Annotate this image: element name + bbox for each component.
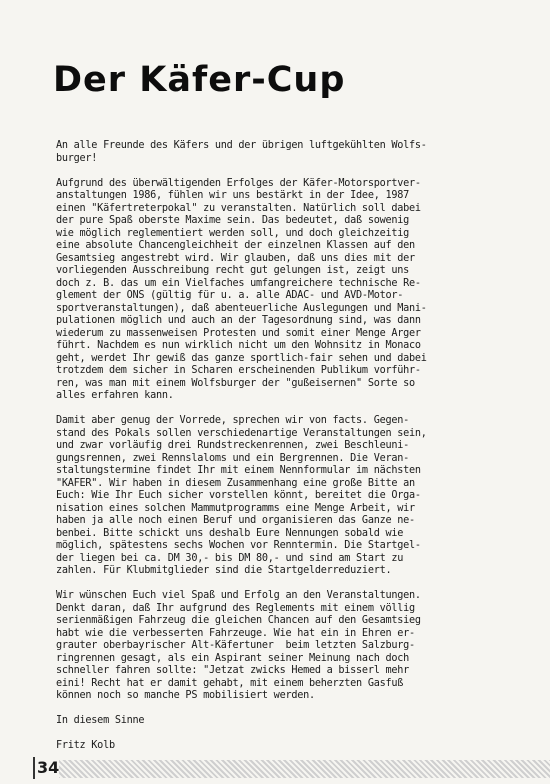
text-line: benbei. Bitte schickt uns deshalb Eure Nennungen sobald wie [56,527,404,539]
text-line: Gesamtsieg angestrebt wird. Wir glauben, daß uns dies mit der [56,252,415,264]
text-line: Denkt daran, daß Ihr aufgrund des Reglements mit einem völlig [56,602,415,614]
paragraph [56,178,526,403]
paragraph-gap [56,403,526,416]
text-line: wie möglich reglementiert werden soll, und doch gleichzeitig [56,227,410,239]
text-line: Fritz Kolb [56,740,115,751]
article-body [56,140,526,753]
text-line: geht, werdet Ihr gewiß das ganze sportlich-fair sehen und dabei [56,352,427,364]
page-title: Der Käfer-Cup [53,60,346,100]
text-line: In diesem Sinne [56,715,145,726]
text-line: nisation eines solchen Mammutprogramms eine Menge Arbeit, wir [56,502,415,514]
bottom-border-pattern [52,760,550,778]
text-line: "KÄFER". Wir haben in diesem Zusammenhang eine große Bitte an [56,477,415,489]
paragraph [56,740,526,753]
text-line: und zwar vorläufig drei Rundstreckenrennen, zwei Beschleuni- [56,440,410,451]
paragraph-gap [56,165,526,178]
text-line: ren, was man mit einem Wolfsburger der "gußeisernen" Sorte so [56,377,415,389]
text-line: staltungstermine findet Ihr mit einem Nennformular im nächsten [56,465,421,476]
text-line: Euch: Wie Ihr Euch sicher vorstellen könnt, bereitet die Orga- [56,490,421,501]
paragraph-gap [56,703,526,716]
text-line: serienmäßigen Fahrzeug die gleichen Chancen auf den Gesamtsieg [56,615,421,626]
text-line: Damit aber genug der Vorrede, sprechen wir von facts. Gegen- [56,415,410,426]
text-line: führt. Nachdem es nun wirklich nicht um den Wohnsitz in Monaco [56,340,421,351]
text-line: wiederum zu massenweisen Protesten und somit einer Menge Ärger [56,327,421,339]
text-line: können noch so manche PS mobilisiert werden. [56,690,315,701]
text-line: schneller fahren sollte: "Jetzat zwicks Hemed a bisserl mehr [56,665,410,676]
text-line: Aufgrund des überwältigenden Erfolges der Käfer-Motorsportver- [56,177,421,189]
paragraph-gap [56,578,526,591]
text-line: trotzdem dem sicher in Scharen erscheinenden Publikum vorführ- [56,365,421,376]
text-line: eine absolute Chancengleichheit der einzelnen Klassen auf den [56,240,415,251]
text-line: haben ja alle noch einen Beruf und organisieren das Ganze ne- [56,515,415,526]
text-line: pulationen möglich und auch an der Tagesordnung sind, was dann [56,315,421,326]
text-line: der pure Spaß oberste Maxime sein. Das bedeutet, daß sowenig [56,215,410,226]
text-line: alles erfahren kann. [56,390,174,401]
text-line: zahlen. Für Klubmitglieder sind die Startgelderreduziert. [56,565,392,576]
paragraph-gap [56,728,526,741]
text-line: vorliegenden Ausschreibung recht gut gelungen ist, zeigt uns [56,265,410,276]
text-line: burger! [56,152,98,164]
text-line: Wir wünschen Euch viel Spaß und Erfolg an den Veranstaltungen. [56,590,421,601]
text-line: eini! Recht hat er damit gehabt, mit einem beherzten Gasfuß [56,677,404,689]
text-line: grauter oberbayrischer Alt-Käfertuner beim letzten Salzburg- [56,640,415,651]
text-line: stand des Pokals sollen verschiedenartige Veranstaltungen sein, [56,427,427,439]
text-line: anstaltungen 1986, fühlen wir uns bestärkt in der Idee, 1987 [56,190,410,201]
text-line: der liegen bei ca. DM 30,- bis DM 80,- und sind am Start zu [56,552,404,564]
paragraph [56,590,526,703]
text-line: doch z. B. das um ein Vielfaches umfangreichere technische Re- [56,277,421,289]
paragraph [56,715,526,728]
text-line: habt wie die verbesserten Fahrzeuge. Wie hat ein in Ehren er- [56,627,415,639]
text-line: sportveranstaltungen), daß abenteuerliche Auslegungen und Mani- [56,302,427,314]
paragraph [56,140,526,165]
text-line: An alle Freunde des Käfers und der übrigen luftgekühlten Wolfs- [56,140,427,151]
text-line: glement der ONS (gültig für u. a. alle ADAC- und AVD-Motor- [56,290,404,301]
text-line: ringrennen gesagt, als ein Aspirant seiner Meinung nach doch [56,652,410,664]
paragraph [56,415,526,578]
text-line: gungsrennen, zwei Rennslaloms und ein Bergrennen. Die Veran- [56,452,410,464]
page-number: 34 [33,757,59,779]
text-line: einen "Käfertreterpokal" zu veranstalten. Natürlich soll dabei [56,202,421,214]
text-line: möglich, spätestens sechs Wochen vor Renntermin. Die Startgel- [56,540,421,551]
